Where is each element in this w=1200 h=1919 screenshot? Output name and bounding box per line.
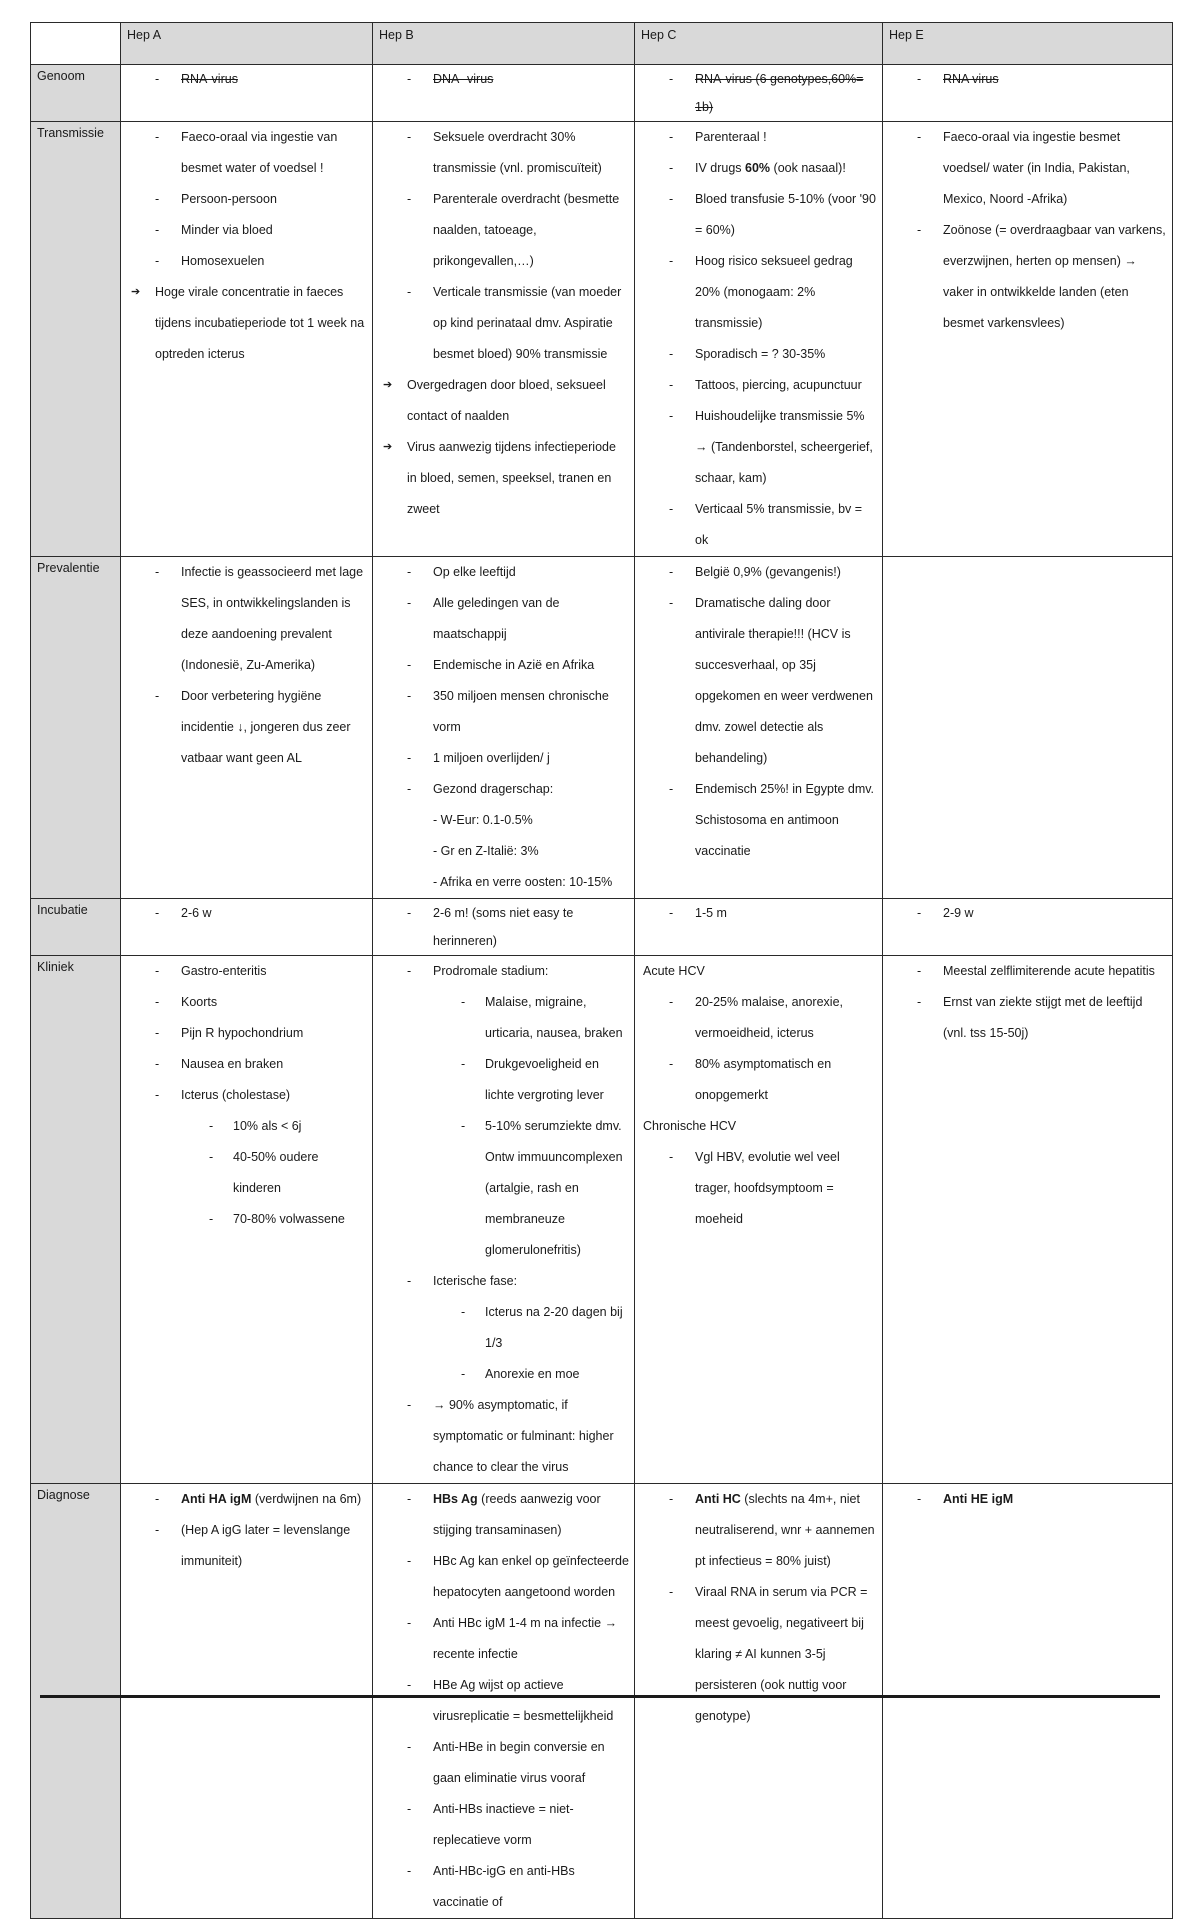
list-subitem: - 10% als < 6j (125, 1111, 367, 1142)
list-item: - Seksuele overdracht 30% transmissie (vnl. promiscuïteit) (377, 122, 629, 184)
list-item: - Anti-HBc-igG en anti-HBs vaccinatie of (377, 1856, 629, 1918)
list-item: - 80% asymptomatisch en onopgemerkt (639, 1049, 877, 1111)
row-label-prevalentie: Prevalentie (31, 557, 121, 899)
kliniek-hep-c (635, 956, 883, 1484)
list-item: - Verticale transmissie (van moeder op kind perinataal dmv. Aspiratie besmet bloed) 90% transmissie (377, 277, 629, 370)
row-diagnose (31, 1484, 1173, 1919)
prevalentie-hep-e (883, 557, 1173, 899)
genoom-hep-e: - RNA virus (883, 65, 1173, 122)
list-item: - Anti HC (slechts na 4m+, niet neutraliserend, wnr + aannemen pt infectieus = 80% juist) (639, 1484, 877, 1577)
list-item: - Hoog risico seksueel gedrag 20% (monogaam: 2% transmissie) (639, 246, 877, 339)
diagnose-hep-a (121, 1484, 373, 1919)
list-subitem: - Malaise, migraine, urticaria, nausea, braken (377, 987, 629, 1049)
list-item: - Nausea en braken (125, 1049, 367, 1080)
list-item: - Infectie is geassocieerd met lage SES, in ontwikkelingslanden is deze aandoening prevalent (Indonesië, Zu-Amerika) (125, 557, 367, 681)
list-item: - Meestal zelflimiterende acute hepatitis (887, 956, 1167, 987)
hepatitis-comparison-table (30, 22, 1173, 1919)
list-subitem: - Drukgevoeligheid en lichte vergroting lever (377, 1049, 629, 1111)
row-prevalentie (31, 557, 1173, 899)
list-item: - Faeco-oraal via ingestie besmet voedsel/ water (in India, Pakistan, Mexico, Noord -Afrika) (887, 122, 1167, 215)
list-item: - Koorts (125, 987, 367, 1018)
header-hep-b: Hep B (373, 23, 635, 65)
subheading-acute: Acute HCV (643, 964, 705, 978)
list-item: - HBe Ag wijst op actieve virusreplicatie = besmettelijkheid (377, 1670, 629, 1732)
transmissie-hep-c (635, 122, 883, 557)
kliniek-hep-e (883, 956, 1173, 1484)
list-item: - Vgl HBV, evolutie wel veel trager, hoofdsymptoom = moeheid (639, 1142, 877, 1235)
list-item: - Endemisch 25%! in Egypte dmv. Schistosoma en antimoon vaccinatie (639, 774, 877, 867)
list-subitem: - Gr en Z-Italië: 3% (433, 844, 539, 858)
header-hep-c: Hep C (635, 23, 883, 65)
list-item: - Anti HA igM (verdwijnen na 6m) (125, 1484, 367, 1515)
list-item: - Gezond dragerschap: (377, 774, 629, 805)
list-item: - Tattoos, piercing, acupunctuur (639, 370, 877, 401)
list-item: - HBs Ag (reeds aanwezig voor stijging transaminasen) (377, 1484, 629, 1546)
subheading-chronic: Chronische HCV (643, 1119, 737, 1133)
kliniek-hep-a (121, 956, 373, 1484)
list-item: - Op elke leeftijd (377, 557, 629, 588)
row-transmissie (31, 122, 1173, 557)
header-row (31, 23, 1173, 65)
list-item: - Sporadisch = ? 30-35% (639, 339, 877, 370)
list-item: - 20-25% malaise, anorexie, vermoeidheid, icterus (639, 987, 877, 1049)
genoom-hep-b: - DNA- virus (373, 65, 635, 122)
list-item: - Parenterale overdracht (besmette naalden, tatoeage, prikongevallen,…) (377, 184, 629, 277)
list-item: - Anti HE igM (887, 1484, 1167, 1515)
list-item: - Parenteraal ! (639, 122, 877, 153)
list-item: - Alle geledingen van de maatschappij (377, 588, 629, 650)
list-item: - Pijn R hypochondrium (125, 1018, 367, 1049)
list-item: - → 90% asymptomatic, if symptomatic or fulminant: higher chance to clear the virus (377, 1390, 629, 1483)
genoom-hep-c: - RNA-virus (6 genotypes,60%= 1b) (635, 65, 883, 122)
incubatie-hep-b: - 2-6 m! (soms niet easy te herinneren) (373, 899, 635, 956)
list-subitem: - Icterus na 2-20 dagen bij 1/3 (377, 1297, 629, 1359)
row-label-genoom: Genoom (31, 65, 121, 122)
list-item: - Zoönose (= overdraagbaar van varkens, everzwijnen, herten op mensen) → vaker in ontwikkelde landen (eten besmet varkensvlees) (887, 215, 1167, 339)
row-genoom (31, 65, 1173, 122)
list-item: - Door verbetering hygiëne incidentie ↓, jongeren dus zeer vatbaar want geen AL (125, 681, 367, 774)
incubatie-hep-c: - 1-5 m (635, 899, 883, 956)
incubatie-hep-a: - 2-6 w (121, 899, 373, 956)
list-item: - Viraal RNA in serum via PCR = meest gevoelig, negativeert bij klaring ≠ AI kunnen 3-5j persisteren (ook nuttig voor genotype) (639, 1577, 877, 1732)
list-subitem: - Afrika en verre oosten: 10-15% (433, 875, 613, 889)
prevalentie-hep-b (373, 557, 635, 899)
list-subitem: - Anorexie en moe (377, 1359, 629, 1390)
diagnose-hep-c (635, 1484, 883, 1919)
list-item: - Prodromale stadium: (377, 956, 629, 987)
list-item: - Bloed transfusie 5-10% (voor '90 = 60%) (639, 184, 877, 246)
prevalentie-hep-a (121, 557, 373, 899)
list-item: - Anti-HBe in begin conversie en gaan eliminatie virus vooraf (377, 1732, 629, 1794)
list-item: - Persoon-persoon (125, 184, 367, 215)
row-label-kliniek: Kliniek (31, 956, 121, 1484)
row-label-diagnose: Diagnose (31, 1484, 121, 1919)
list-item: - Anti-HBs inactieve = niet-replecatieve vorm (377, 1794, 629, 1856)
list-item: - België 0,9% (gevangenis!) (639, 557, 877, 588)
transmissie-hep-e (883, 122, 1173, 557)
list-item: - Homosexuelen (125, 246, 367, 277)
row-label-transmissie: Transmissie (31, 122, 121, 557)
diagnose-hep-e (883, 1484, 1173, 1919)
row-incubatie (31, 899, 1173, 956)
list-item: - Icterische fase: (377, 1266, 629, 1297)
header-corner (31, 23, 121, 65)
list-item: - HBc Ag kan enkel op geïnfecteerde hepatocyten aangetoond worden (377, 1546, 629, 1608)
list-subitem: - 5-10% serumziekte dmv. Ontw immuuncomplexen (artalgie, rash en membraneuze glomerulonefritis) (377, 1111, 629, 1266)
arrow-item: ➔ Hoge virale concentratie in faeces tijdens incubatieperiode tot 1 week na optreden icterus (125, 277, 367, 370)
list-item: - Minder via bloed (125, 215, 367, 246)
list-subitem: - 40-50% oudere kinderen (125, 1142, 367, 1204)
hepatitis-table-sheet (30, 22, 1172, 1919)
arrow-item: ➔ Overgedragen door bloed, seksueel contact of naalden (377, 370, 629, 432)
list-item: - Ernst van ziekte stijgt met de leeftijd (vnl. tss 15-50j) (887, 987, 1167, 1049)
list-item: - Icterus (cholestase) (125, 1080, 367, 1111)
kliniek-hep-b (373, 956, 635, 1484)
incubatie-hep-e: - 2-9 w (883, 899, 1173, 956)
list-item: - Endemische in Azië en Afrika (377, 650, 629, 681)
row-kliniek (31, 956, 1173, 1484)
list-item: - (Hep A igG later = levenslange immuniteit) (125, 1515, 367, 1577)
list-item: - 350 miljoen mensen chronische vorm (377, 681, 629, 743)
list-item: - Gastro-enteritis (125, 956, 367, 987)
list-item: - Huishoudelijke transmissie 5% → (Tandenborstel, scheergerief, schaar, kam) (639, 401, 877, 494)
list-item: - Verticaal 5% transmissie, bv = ok (639, 494, 877, 556)
footer-rule (40, 1695, 1160, 1698)
list-item: - Dramatische daling door antivirale therapie!!! (HCV is succesverhaal, op 35j opgekomen en weer verdwenen dmv. zowel detectie als behandeling) (639, 588, 877, 774)
genoom-hep-a: - RNA-virus (121, 65, 373, 122)
list-item: - Anti HBc igM 1-4 m na infectie → recente infectie (377, 1608, 629, 1670)
transmissie-hep-a (121, 122, 373, 557)
header-hep-a: Hep A (121, 23, 373, 65)
list-item: - IV drugs 60% (ook nasaal)! (639, 153, 877, 184)
list-subitem: - W-Eur: 0.1-0.5% (433, 813, 533, 827)
header-hep-e: Hep E (883, 23, 1173, 65)
diagnose-hep-b (373, 1484, 635, 1919)
arrow-item: ➔ Virus aanwezig tijdens infectieperiode in bloed, semen, speeksel, tranen en zweet (377, 432, 629, 525)
transmissie-hep-b (373, 122, 635, 557)
list-item: - Faeco-oraal via ingestie van besmet water of voedsel ! (125, 122, 367, 184)
row-label-incubatie: Incubatie (31, 899, 121, 956)
list-item: - 1 miljoen overlijden/ j (377, 743, 629, 774)
list-subitem: - 70-80% volwassene (125, 1204, 367, 1235)
prevalentie-hep-c (635, 557, 883, 899)
